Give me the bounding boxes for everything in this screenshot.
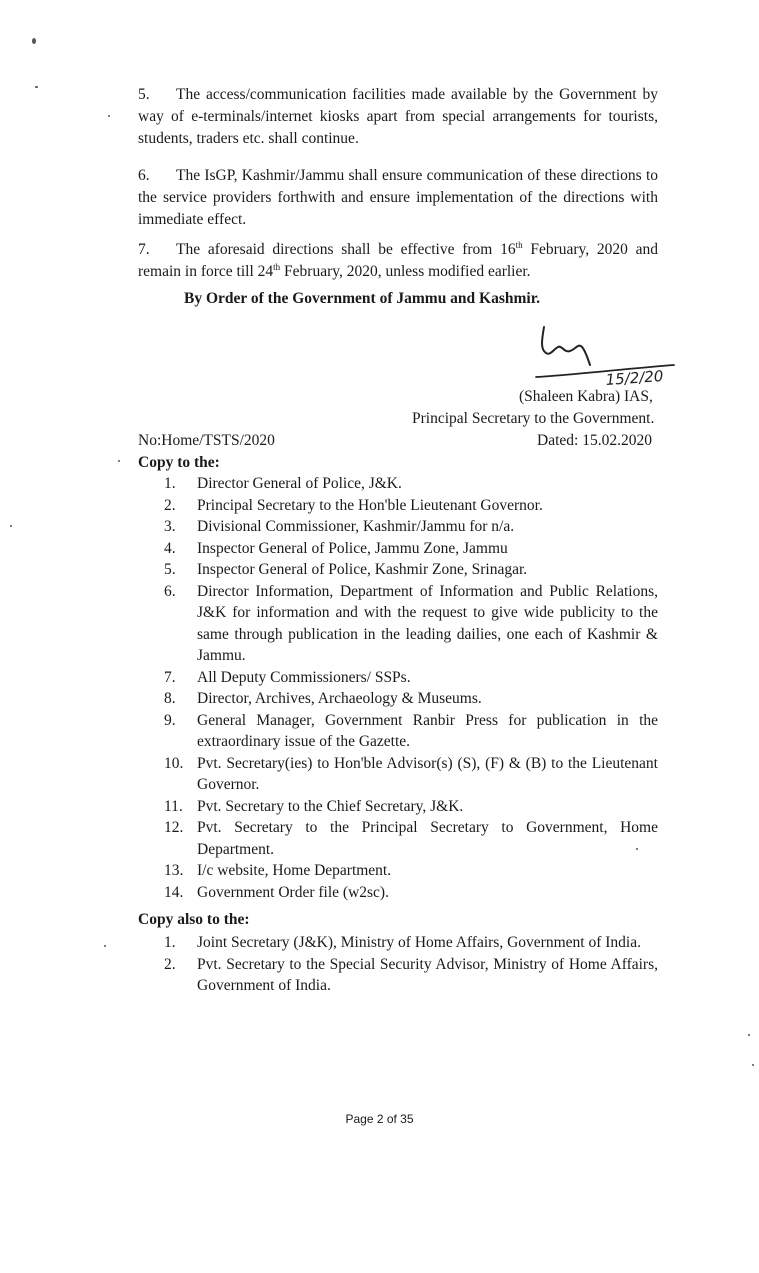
item-number: 3. xyxy=(164,518,176,535)
item-text: Director, Archives, Archaeology & Museums. xyxy=(197,690,482,707)
item-text: Pvt. Secretary to the Special Security Advisor, Ministry of Home Affairs, Government of India. xyxy=(197,955,658,994)
item-text: General Manager, Government Ranbir Press for publication in the extraordinary issue of the Gazette. xyxy=(197,711,658,750)
item-text: Pvt. Secretary to the Principal Secretary to Government, Home Department. xyxy=(197,819,658,858)
scan-mark xyxy=(104,945,106,947)
item-number: 14. xyxy=(164,883,184,901)
item-text: Principal Secretary to the Hon'ble Lieutenant Governor. xyxy=(197,496,543,514)
item-number: 7. xyxy=(164,668,176,686)
list-item xyxy=(164,473,658,495)
item-number: 4. xyxy=(164,539,176,557)
paragraph-text: The IsGP, Kashmir/Jammu shall ensure communication of these directions to the service providers forthwith and ensure implementation of the directions with immediate effect. xyxy=(138,167,658,228)
page-number: Page 2 of 35 xyxy=(345,1112,414,1126)
copy-to-heading: Copy to the: xyxy=(138,454,220,471)
item-number: 13. xyxy=(164,862,184,879)
item-text: Director General of Police, J&K. xyxy=(197,475,402,492)
item-number: 9. xyxy=(164,711,176,729)
list-item xyxy=(164,516,658,538)
order-date: Dated: 15.02.2020 xyxy=(537,432,652,449)
item-text: Government Order file (w2sc). xyxy=(197,883,389,901)
paragraph-number: 7. xyxy=(138,241,150,258)
ordinal-suffix: th xyxy=(273,261,281,272)
order-number: No:Home/TSTS/2020 xyxy=(138,432,275,449)
item-text: Pvt. Secretary(ies) to Hon'ble Advisor(s) (S), (F) & (B) to the Lieutenant Governor. xyxy=(197,754,658,793)
item-number: 2. xyxy=(164,496,176,514)
item-number: 12. xyxy=(164,819,184,836)
ordinal-suffix: th xyxy=(515,239,523,250)
item-text: Director Information, Department of Information and Public Relations, J&K for information and with the request to give wide publicity to the same through publication in the leading dailies, one each of Kashmir & Jammu. xyxy=(197,582,658,664)
order-line: By Order of the Government of Jammu and Kashmir. xyxy=(184,290,541,307)
item-number: 8. xyxy=(164,690,176,707)
list-item xyxy=(164,667,658,689)
signatory-name: (Shaleen Kabra) IAS, xyxy=(519,388,653,405)
paragraph-5 xyxy=(138,84,658,150)
scan-mark xyxy=(752,1064,754,1066)
item-number: 6. xyxy=(164,582,176,600)
list-item xyxy=(164,559,658,581)
paragraph-text: The access/communication facilities made available by the Government by way of e-terminals/internet kiosks apart from special arrangements for tourists, students, traders etc. shall continue. xyxy=(138,86,658,147)
paragraph-7 xyxy=(138,239,658,283)
item-number: 10. xyxy=(164,754,184,772)
signatory-designation: Principal Secretary to the Government. xyxy=(412,410,655,427)
list-item xyxy=(164,753,658,796)
list-item xyxy=(164,860,658,882)
copy-also-heading: Copy also to the: xyxy=(138,911,250,928)
list-item xyxy=(164,817,658,860)
list-item xyxy=(164,710,658,753)
item-text: Joint Secretary (J&K), Ministry of Home Affairs, Government of India. xyxy=(197,934,641,951)
paragraph-text: February, 2020, unless modified earlier. xyxy=(280,263,531,280)
handwritten-signature xyxy=(532,325,682,387)
list-item xyxy=(164,495,658,517)
item-text: I/c website, Home Department. xyxy=(197,862,392,879)
scan-mark xyxy=(10,525,12,527)
scan-mark xyxy=(748,1034,750,1036)
list-item xyxy=(164,882,658,904)
item-text: Inspector General of Police, Jammu Zone, Jammu xyxy=(197,539,508,557)
paragraph-text: February, 2020 and remain in force till 24 xyxy=(138,241,658,280)
item-text: All Deputy Commissioners/ SSPs. xyxy=(197,668,411,686)
list-item xyxy=(164,538,658,560)
copy-to-list xyxy=(164,473,658,903)
item-text: Divisional Commissioner, Kashmir/Jammu for n/a. xyxy=(197,518,515,535)
signature-date: 15/2/20 xyxy=(605,367,664,387)
scan-mark xyxy=(35,86,38,88)
copy-also-list xyxy=(164,932,658,997)
paragraph-text: The aforesaid directions shall be effective from 16 xyxy=(176,241,516,258)
paragraph-number: 5. xyxy=(138,86,150,103)
item-number: 11. xyxy=(164,797,183,815)
item-text: Pvt. Secretary to the Chief Secretary, J&K. xyxy=(197,797,464,815)
list-item xyxy=(164,688,658,710)
paragraph-number: 6. xyxy=(138,167,150,184)
scan-mark xyxy=(118,460,120,462)
signature-drawing xyxy=(532,325,682,387)
list-item xyxy=(164,932,658,954)
scan-mark xyxy=(32,38,36,44)
paragraph-6 xyxy=(138,165,658,231)
item-text: Inspector General of Police, Kashmir Zone, Srinagar. xyxy=(197,561,528,578)
list-item xyxy=(164,954,658,997)
list-item xyxy=(164,581,658,667)
item-number: 1. xyxy=(164,475,176,492)
list-item xyxy=(164,796,658,818)
item-number: 1. xyxy=(164,934,176,951)
item-number: 5. xyxy=(164,561,176,578)
item-number: 2. xyxy=(164,955,176,973)
scan-mark xyxy=(108,115,110,117)
